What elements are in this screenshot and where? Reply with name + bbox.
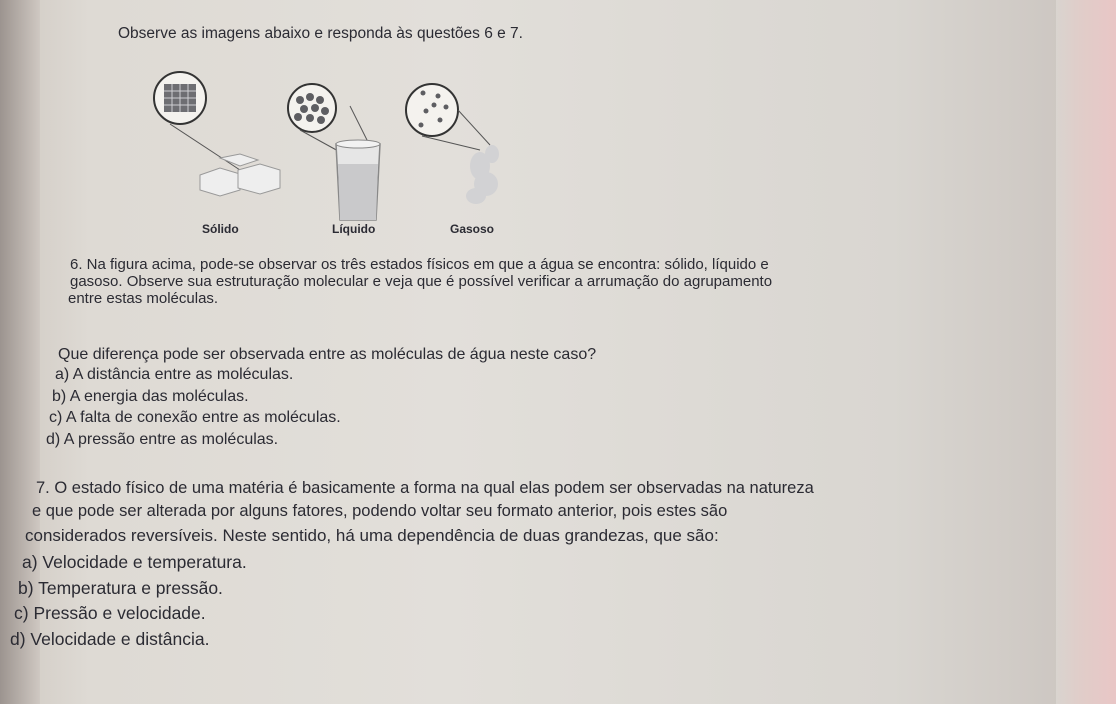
ice-cubes	[200, 154, 280, 196]
gas-pointer-line	[422, 136, 480, 150]
q7-line-1: 7. O estado físico de uma matéria é basicamente a forma na qual elas podem ser observadas na natureza	[36, 479, 814, 497]
label-solid: Sólido	[202, 222, 239, 236]
page-right-edge	[1056, 0, 1116, 704]
q6-option-d: d) A pressão entre as moléculas.	[46, 431, 279, 448]
q7-option-d: d) Velocidade e distância.	[10, 629, 210, 649]
solid-pointer-line	[170, 124, 240, 170]
q6-option-a: a) A distância entre as moléculas.	[55, 366, 294, 383]
q7-option-b: b) Temperatura e pressão.	[18, 578, 223, 598]
q7-option-c: c) Pressão e velocidade.	[14, 603, 206, 623]
states-illustration	[140, 70, 540, 240]
gas-magnifier	[406, 84, 458, 136]
q6-option-c: c) A falta de conexão entre as moléculas.	[49, 409, 341, 426]
q6-line-1: 6. Na figura acima, pode-se observar os três estados físicos em que a água se encontra: sólido, líquido e	[70, 256, 769, 273]
label-gas: Gasoso	[450, 222, 495, 236]
liquid-pointer-line	[300, 130, 340, 152]
q7-option-a: a) Velocidade e temperatura.	[22, 552, 247, 572]
label-liquid: Líquido	[332, 222, 376, 236]
intro-text: Observe as imagens abaixo e responda às questões 6 e 7.	[118, 25, 523, 42]
steam-cloud	[466, 145, 499, 204]
q6-question: Que diferença pode ser observada entre as moléculas de água neste caso?	[58, 346, 597, 363]
q6-line-3: entre estas moléculas.	[68, 290, 219, 307]
q6-line-2: gasoso. Observe sua estruturação molecular e veja que é possível verificar a arrumação do agrupamento	[70, 273, 773, 290]
q7-line-3: considerados reversíveis. Neste sentido, há uma dependência de duas grandezas, que são:	[25, 526, 719, 545]
q6-option-b: b) A energia das moléculas.	[52, 388, 249, 405]
q7-line-2: e que pode ser alterada por alguns fatores, podendo voltar seu formato anterior, pois estes são	[32, 502, 728, 520]
states-of-water-figure	[140, 70, 540, 240]
water-glass	[336, 140, 380, 220]
